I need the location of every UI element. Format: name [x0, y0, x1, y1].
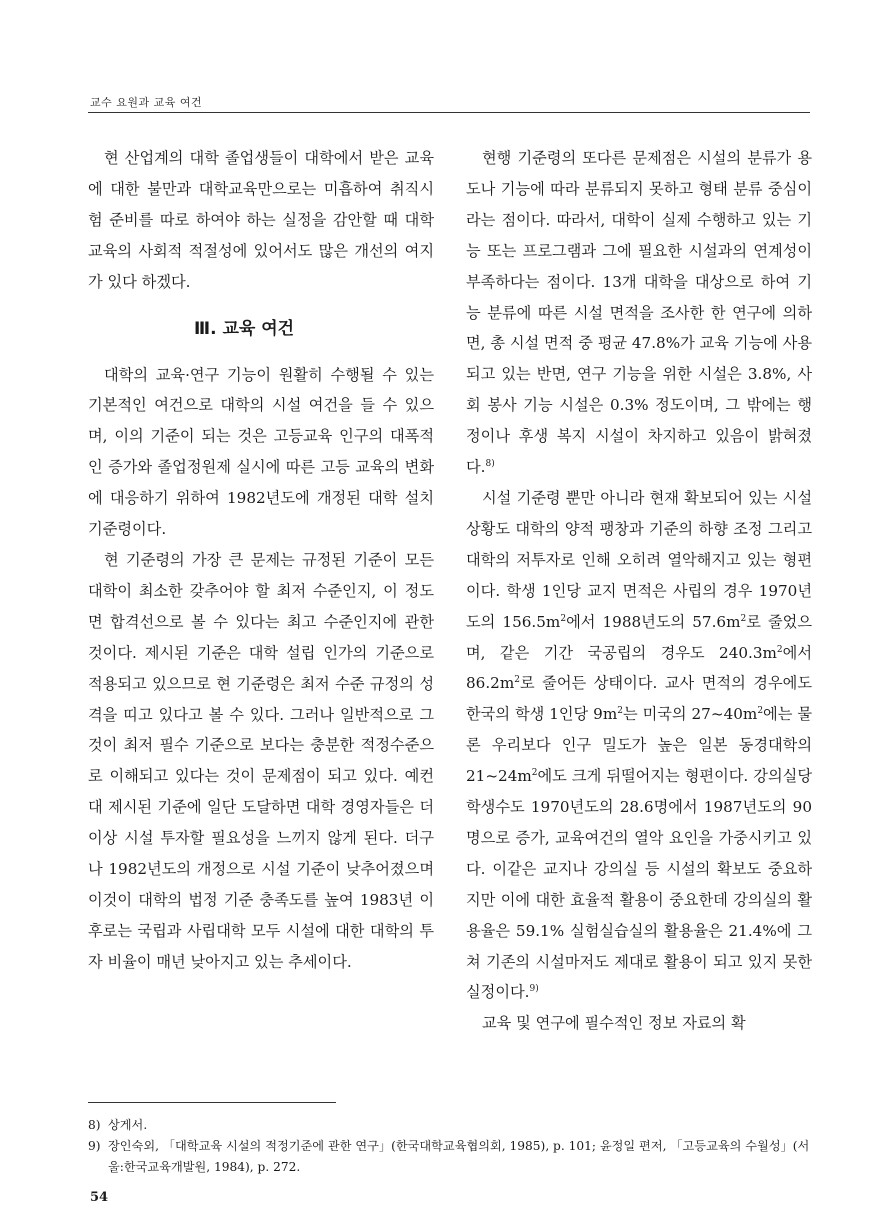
section-heading: Ⅲ. 교육 여건: [194, 318, 295, 339]
superscript-2: 2: [776, 644, 783, 655]
para2-segment: 에는 물론 우리보다 인구 밀도가 높은 일본 동경대학의 21~24m: [466, 705, 812, 786]
footnote-text: 장인숙외, 「대학교육 시설의 적정기준에 관한 연구」(한국대학교육협의회, 1985), p. 101; 윤정일 편저, 「고등교육의 수월성」(서울:한국교육개발원, 1984), p. 272.: [108, 1139, 810, 1174]
left-paragraph-2: 대학의 교육·연구 기능이 원활히 수행될 수 있는 기본적인 여건으로 대학의 시설 여건을 들 수 있으며, 이의 기준이 되는 것은 고등교육 인구의 대폭적인 증가와 졸업정원제 실시에 따른 고등 교육의 변화에 대응하기 위하여 1982년도에 개정된 대학 설치 기준령이다.: [88, 365, 434, 539]
superscript-2: 2: [757, 706, 764, 717]
right-column: [466, 143, 812, 1039]
left-column: [88, 143, 434, 978]
footnote-rule: [88, 1102, 336, 1103]
para2-segment: 에서 1988년도의 57.6m: [566, 612, 741, 631]
para2-segment: 는 미국의 27~40m: [622, 705, 758, 724]
right-paragraph-2: [466, 483, 812, 1008]
para2-segment: 에서 86.2m: [466, 643, 812, 693]
superscript-2: 2: [740, 613, 747, 624]
left-paragraph-1: 현 산업계의 대학 졸업생들이 대학에서 받은 교육에 대한 불만과 대학교육만으로는 미흡하여 취직시험 준비를 따로 하여야 하는 실정을 감안할 때 대학교육의 사회적 적절성에 있어서도 많은 개선의 여지가 있다 하겠다.: [88, 149, 434, 291]
footnote-number: 9): [88, 1139, 101, 1153]
left-paragraph-3: 현 기준령의 가장 큰 문제는 규정된 기준이 모든 대학이 최소한 갖추어야 할 최저 수준인지, 이 정도면 합격선으로 볼 수 있다는 최고 수준인지에 관한 것이다. 제시된 기준은 대학 설립 인가의 기준으로 적용되고 있으므로 현 기준령은 최저 수준 규정의 성격을 띠고 있다고 볼 수 있다. 그러나 일반적으로 그 것이 최저 필수 기준으로 보다는 충분한 적정수준으로 이해되고 있다는 것이 문제점이 되고 있다. 예컨대 제시된 기준에 일단 도달하면 대학 경영자들은 더 이상 시설 투자할 필요성을 느끼지 않게 된다. 더구나 1982년도의 개정으로 시설 기준이 낮추어졌으며 이것이 대학의 법정 기준 충족도를 높여 1983년 이후로는 국립과 사립대학 모두 시설에 대한 대학의 투자 비율이 매년 낮아지고 있는 추세이다.: [88, 550, 434, 971]
header-rule: [88, 112, 810, 113]
footnotes: [88, 1115, 810, 1178]
superscript-2: 2: [560, 613, 567, 624]
footnote-ref-8: 8): [485, 459, 495, 469]
footnote-item: [88, 1115, 810, 1136]
right-paragraph-3: 교육 및 연구에 필수적인 정보 자료의 확: [482, 1014, 746, 1033]
superscript-2: 2: [531, 768, 538, 779]
page-number: 54: [90, 1190, 109, 1205]
running-header: 교수 요원과 교육 여건: [90, 96, 203, 109]
para2-segment: 로 줄어든 상태이다. 교사 면적의 경우에도 한국의 학생 1인당 9m: [466, 674, 812, 724]
superscript-2: 2: [514, 675, 520, 686]
right-paragraph-1: [466, 143, 812, 483]
superscript-2: 2: [617, 706, 623, 717]
footnote-number: 8): [88, 1118, 101, 1132]
footnote-item: [88, 1136, 810, 1178]
footnote-text: 상게서.: [108, 1118, 148, 1132]
para2-segment: 로 줄었으며, 같은 기간 국공립의 경우도 240.3m: [466, 612, 812, 662]
right-paragraph-1-text: 현행 기준령의 또다른 문제점은 시설의 분류가 용도나 기능에 따라 분류되지 못하고 형태 분류 중심이라는 점이다. 따라서, 대학이 실제 수행하고 있는 기능 또는 프로그램과 그에 필요한 시설과의 연계성이 부족하다는 점이다. 13개 대학을 대상으로 하여 기능 분류에 따른 시설 면적을 조사한 한 연구에 의하면, 총 시설 면적 중 평균 47.8%가 교육 기능에 사용되고 있는 반면, 연구 기능을 위한 시설은 3.8%, 사회 봉사 기능 시설은 0.3% 정도이며, 그 밖에는 행정이나 후생 복지 시설이 차지하고 있음이 밝혀졌다.: [466, 149, 812, 477]
para2-segment: 시설 기준령 뿐만 아니라 현재 확보되어 있는 시설 상황도 대학의 양적 팽창과 기준의 하향 조정 그리고 대학의 저투자로 인해 오히려 열악해지고 있는 형편이다. 학생 1인당 교지 면적은 사립의 경우 1970년도의 156.5m: [466, 488, 812, 631]
footnote-ref-9: 9): [529, 984, 539, 995]
para2-segment: 에도 크게 뒤떨어지는 형편이다. 강의실당 학생수도 1970년도의 28.6명에서 1987년도의 90명으로 증가, 교육여건의 열악 요인을 가중시키고 있다. 이같은 교지나 강의실 등 시설의 확보도 중요하지만 이에 대한 효율적 활용이 중요한데 강의실의 활용율은 59.1% 실험실습실의 활용율은 21.4%에 그쳐 기존의 시설마저도 제대로 활용이 되고 있지 못한 실정이다.: [466, 767, 812, 1002]
